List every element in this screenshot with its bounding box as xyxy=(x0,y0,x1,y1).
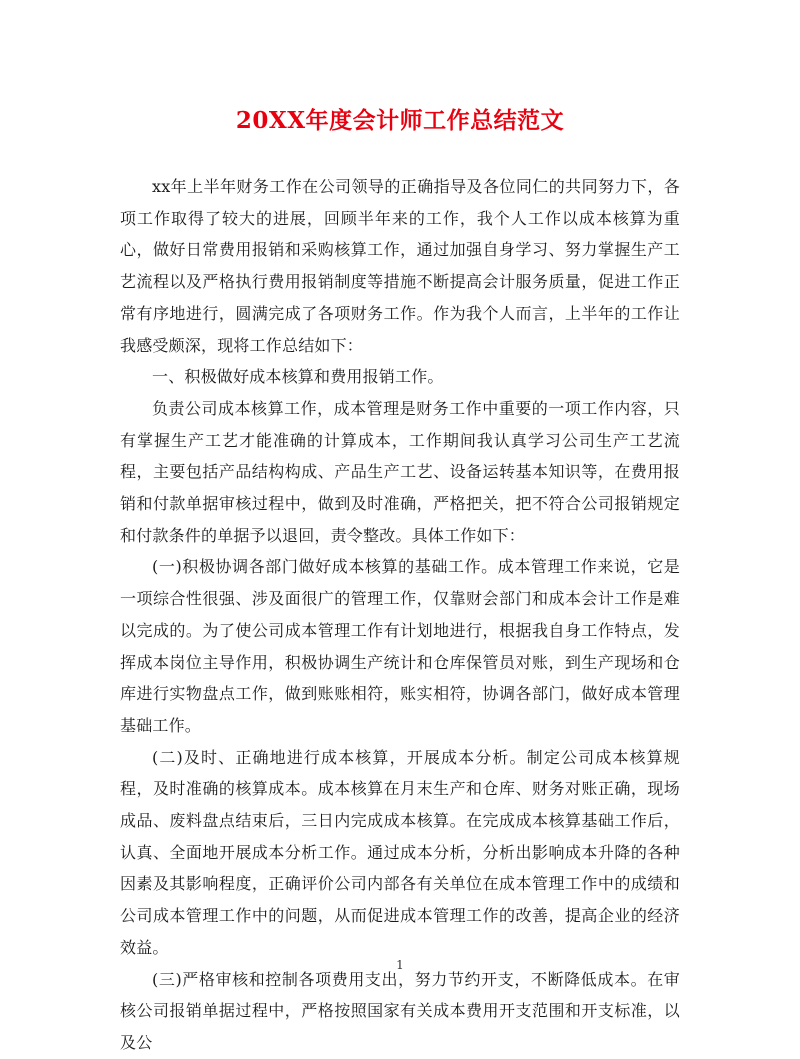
subsection-paragraph-3: (三)严格审核和控制各项费用支出，努力节约开支，不断降低成本。在审核公司报销单据过程中，严格按照国家有关成本费用开支范围和开支标准，以及公 xyxy=(120,969,680,1052)
document-body xyxy=(120,171,680,1059)
subsection-paragraph-2: (二)及时、正确地进行成本核算，开展成本分析。制定公司成本核算规程，及时准确的核算成本。成本核算在月末生产和仓库、财务对账正确，现场成品、废料盘点结束后，三日内完成成本核算。在完成成本核算基础工作后，认真、全面地开展成本分析工作。通过成本分析，分析出影响成本升降的各种因素及其影响程度，正确评价公司内部各有关单位在成本管理工作中的成绩和公司成本管理工作中的问题，从而促进成本管理工作的改善，提高企业的经济效益。 xyxy=(120,747,680,957)
page-number: 1 xyxy=(396,958,404,972)
body-paragraph: 负责公司成本核算工作，成本管理是财务工作中重要的一项工作内容，只有掌握生产工艺才能准确的计算成本，工作期间我认真学习公司生产工艺流程，主要包括产品结构构成、产品生产工艺、设备运转基本知识等，在费用报销和付款单据审核过程中，做到及时准确，严格把关，把不符合公司报销规定和付款条件的单据予以退回，责令整改。具体工作如下： xyxy=(120,398,680,545)
section-heading-1: 一、积极做好成本核算和费用报销工作。 xyxy=(152,367,444,387)
intro-paragraph: xx年上半年财务工作在公司领导的正确指导及各位同仁的共同努力下，各项工作取得了较大的进展，回顾半年来的工作，我个人工作以成本核算为重心，做好日常费用报销和采购核算工作，通过加强自身学习、努力掌握生产工艺流程以及严格执行费用报销制度等措施不断提高会计服务质量，促进工作正常有序地进行，圆满完成了各项财务工作。作为我个人而言，上半年的工作让我感受颇深，现将工作总结如下： xyxy=(120,177,680,355)
document-title: 20XX年度会计师工作总结范文 xyxy=(235,107,565,134)
subsection-paragraph-1: (一)积极协调各部门做好成本核算的基础工作。成本管理工作来说，它是一项综合性很强、涉及面很广的管理工作，仅靠财会部门和成本会计工作是难以完成的。为了使公司成本管理工作有计划地进行，根据我自身工作特点，发挥成本岗位主导作用，积极协调生产统计和仓库保管员对账，到生产现场和仓库进行实物盘点工作，做到账账相符，账实相符，协调各部门，做好成本管理基础工作。 xyxy=(120,557,680,735)
